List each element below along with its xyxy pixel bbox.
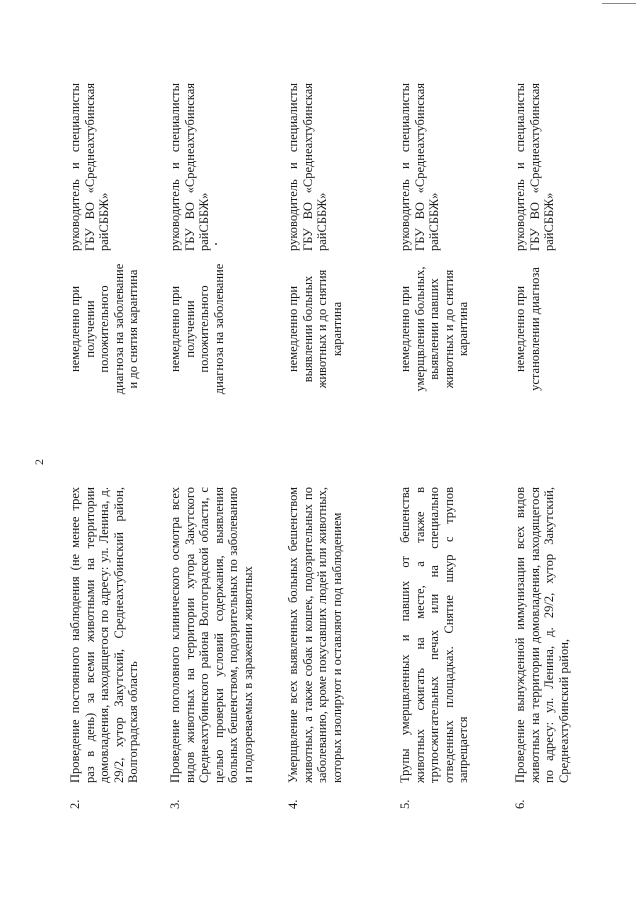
row-term: немедленно при установлении диагноза xyxy=(513,267,542,391)
row-term: немедленно при выявлении больных животных и до снятия карантина xyxy=(286,269,344,389)
row-term: немедленно при умерщвлении больных, выявлении павших животных и до снятия карантина xyxy=(398,266,470,392)
row-responsible: руководитель и специалисты ГБУ ВО «Среднеахтубинская райСББЖ» xyxy=(398,83,441,251)
row-number: 6. xyxy=(513,799,527,809)
row-description: Проведение постоянного наблюдения (не менее трех раз в день) за всеми животными на территории домовладения, находящегося по адресу: ул. Ленина, д. 29/2, хутор Закутский, Среднеахтубинский район, Волгоградская область xyxy=(68,487,140,783)
row-number: 5. xyxy=(398,799,412,809)
row-description: Умерщвление всех выявленных больных бешенством животных, а также собак и кошек, подозрительных по заболеванию, кроме покусавших людей или животных, которых изолируют и оставляют под наблюдением xyxy=(286,487,344,783)
row-term: немедленно при получении положительного диагноза на заболевание и до снятия карантина xyxy=(68,263,140,395)
row-description: Проведение поголовного клинического осмотра всех видов животных на территории хутора Закутского Среднеахтубинского района Волгоградской области, с целью проверки условий содержания, выявления больных бешенством, подозрительных по заболеванию и подозреваемых в заражении животных xyxy=(168,487,255,783)
row-number: 4. xyxy=(286,799,300,809)
row-responsible: руководитель и специалисты ГБУ ВО «Среднеахтубинская райСББЖ» xyxy=(286,83,329,251)
page-number: 2 xyxy=(32,459,46,465)
row-term: немедленно при получении положительного диагноза на заболевание xyxy=(168,263,226,395)
row-responsible: руководитель и специалисты ГБУ ВО «Среднеахтубинская райСББЖ» xyxy=(513,83,556,251)
row-description: Трупы умерщвленных и павших от бешенства животных сжигать на месте, а также в трупосжигательных печах или на специально отведенных площадках. Снятие шкур с трупов запрещается xyxy=(398,487,470,783)
row-description: Проведение вынужденной иммунизации всех видов животных на территории домовладения, находящегося по адресу: ул. Ленина, д. 29/2, хутор Закутский, Среднеахтубинский район, xyxy=(513,487,571,783)
row-number: 2. xyxy=(68,799,82,809)
stray-dot xyxy=(215,243,217,245)
row-number: 3. xyxy=(168,799,182,809)
row-responsible: руководитель и специалисты ГБУ ВО «Среднеахтубинская райСББЖ» xyxy=(68,83,111,251)
row-responsible: руководитель и специалисты ГБУ ВО «Среднеахтубинская райСББЖ» xyxy=(168,83,211,251)
